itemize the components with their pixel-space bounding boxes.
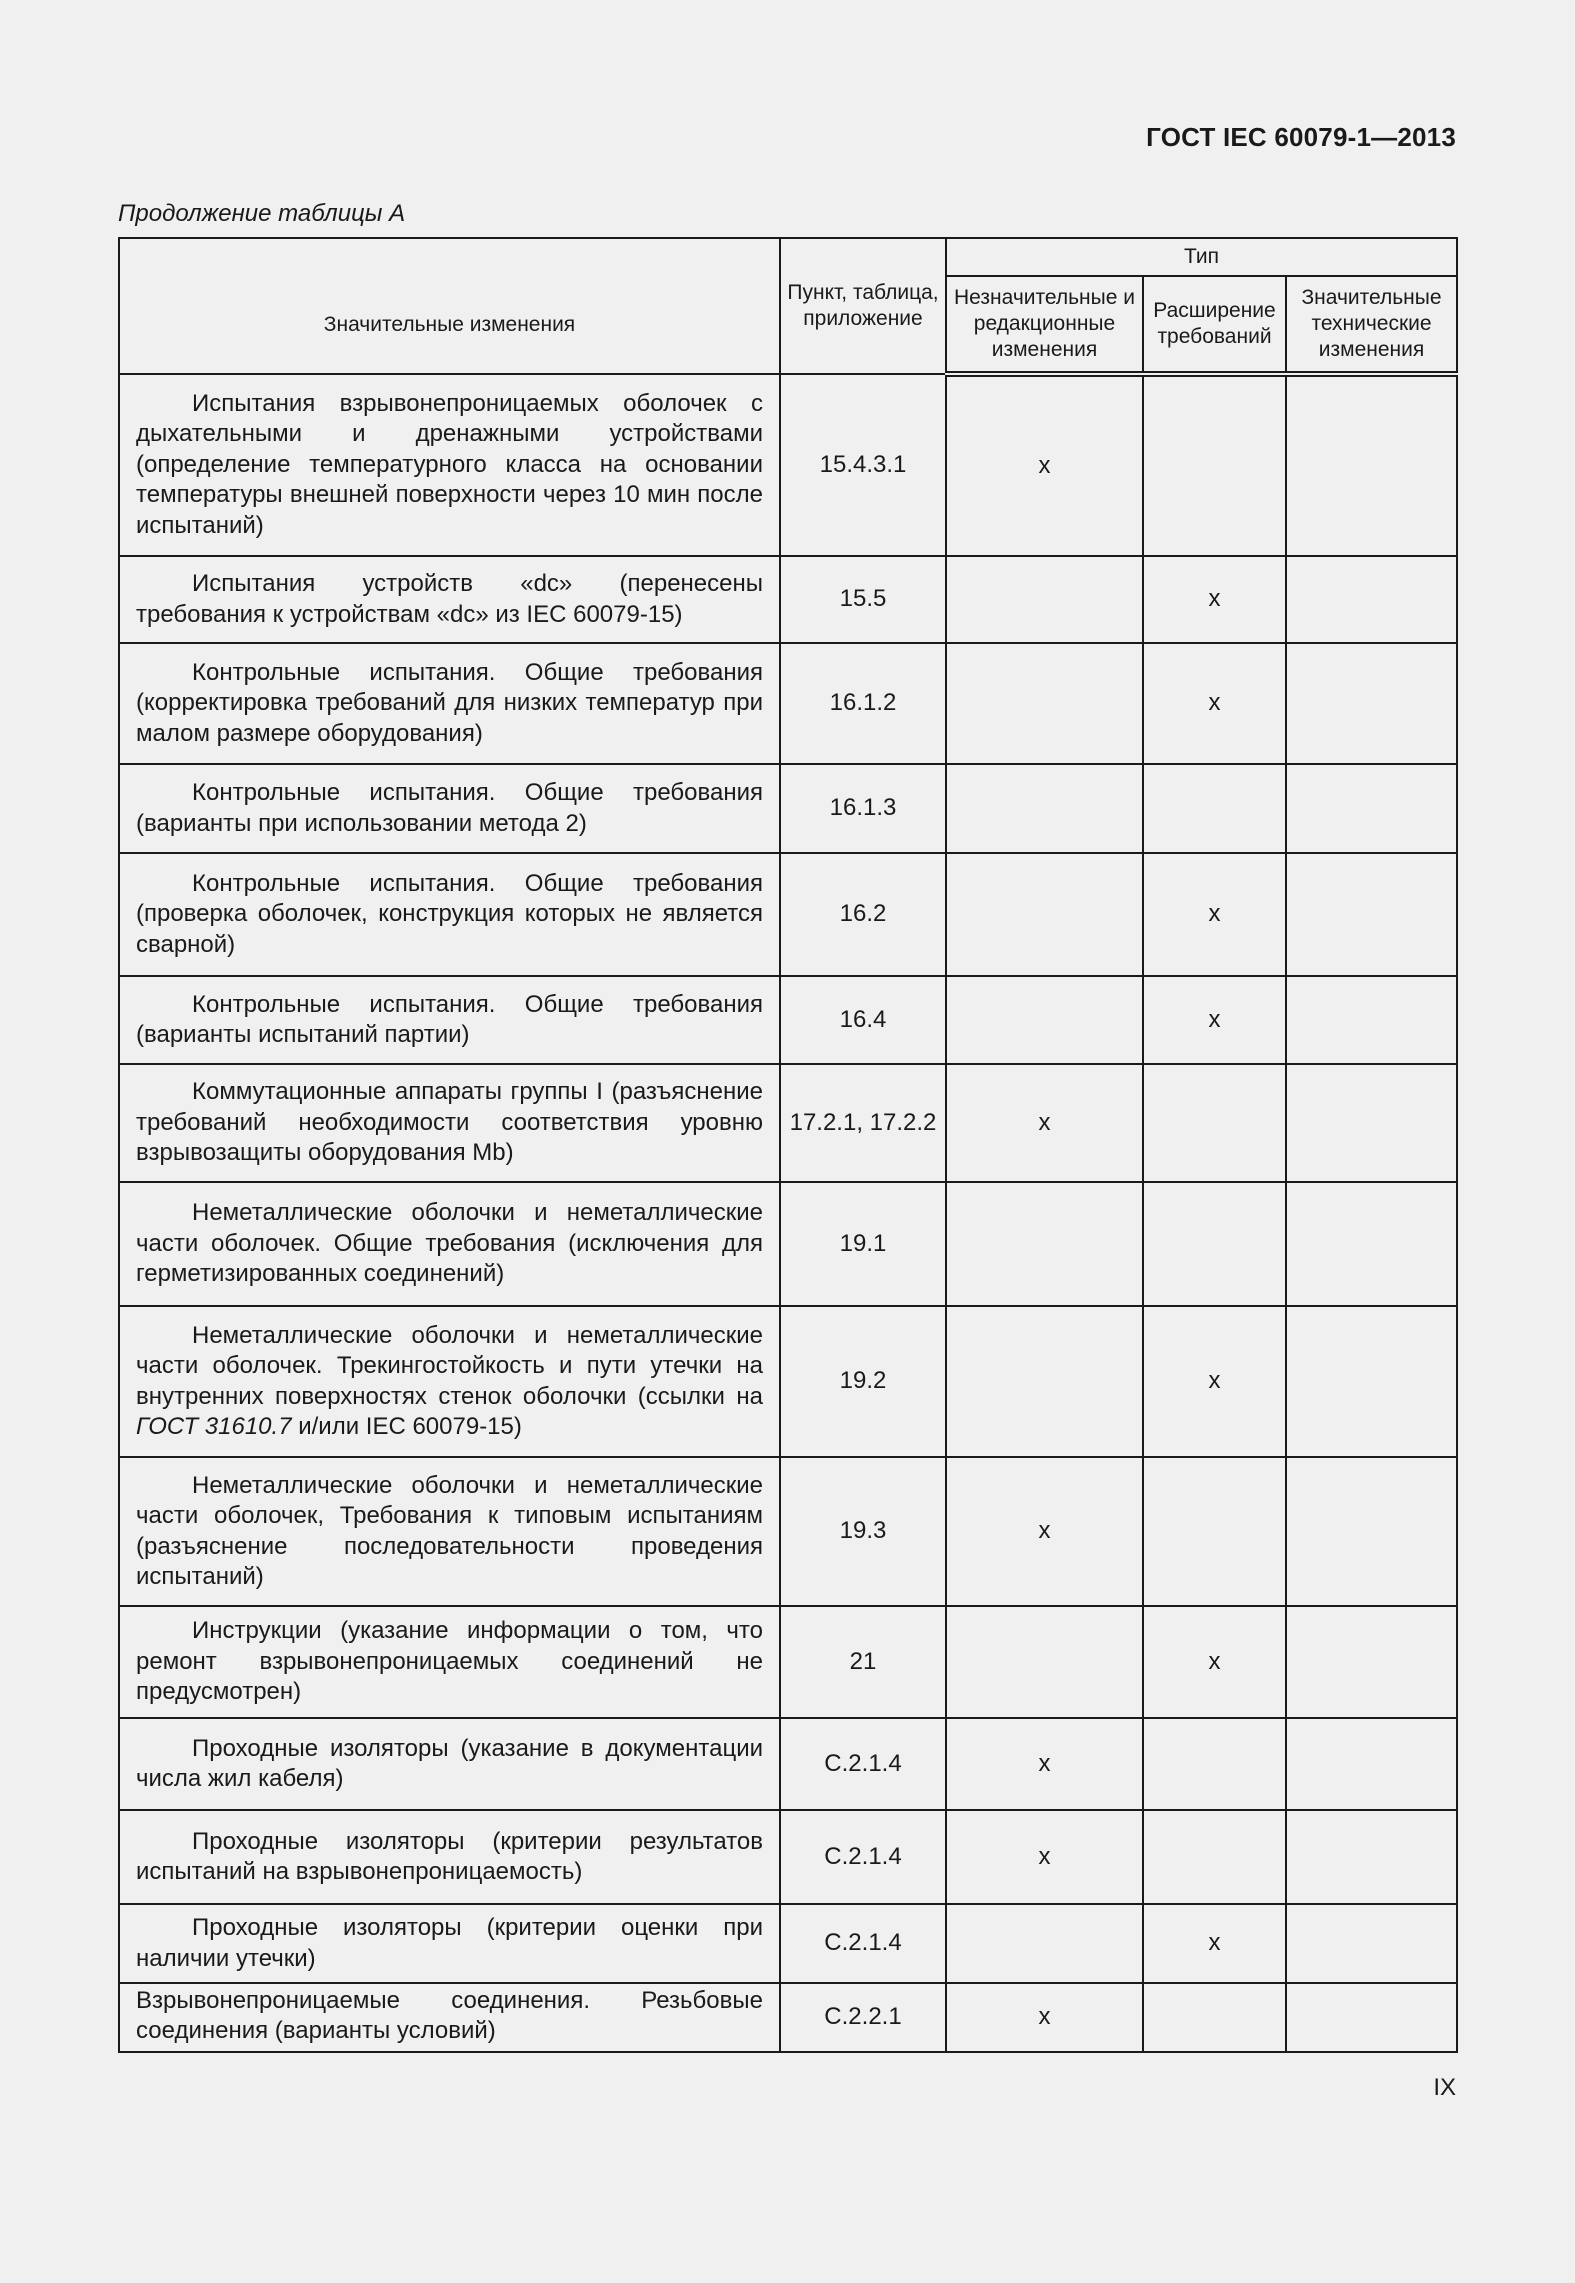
row-minor-mark xyxy=(946,764,1143,853)
row-minor-mark: x xyxy=(946,1983,1143,2052)
table-row xyxy=(119,1718,1457,1810)
row-description: Инструкции (указание информации о том, что ремонт взрывонепроницаемых соединений не предусмотрен) xyxy=(119,1606,780,1718)
row-reference: 19.2 xyxy=(780,1306,946,1457)
table-row xyxy=(119,643,1457,764)
row-description: Контрольные испытания. Общие требования (варианты испытаний партии) xyxy=(119,976,780,1064)
changes-table xyxy=(118,237,1458,2053)
row-extension-mark xyxy=(1143,374,1286,556)
row-major-mark xyxy=(1286,1182,1457,1306)
row-major-mark xyxy=(1286,1718,1457,1810)
header-major-technical-changes: Значительные технические изменения xyxy=(1286,276,1457,374)
row-reference: 16.1.2 xyxy=(780,643,946,764)
table-caption: Продолжение таблицы А xyxy=(118,200,406,227)
row-description: Контрольные испытания. Общие требования (проверка оболочек, конструкция которых не является сварной) xyxy=(119,853,780,976)
row-reference: С.2.2.1 xyxy=(780,1983,946,2052)
row-description: Проходные изоляторы (критерии результатов испытаний на взрывонепроницаемость) xyxy=(119,1810,780,1904)
row-major-mark xyxy=(1286,1904,1457,1983)
row-minor-mark: x xyxy=(946,1064,1143,1182)
row-extension-mark: x xyxy=(1143,853,1286,976)
row-minor-mark xyxy=(946,853,1143,976)
row-extension-mark xyxy=(1143,1457,1286,1606)
table-row xyxy=(119,1606,1457,1718)
row-major-mark xyxy=(1286,556,1457,643)
row-reference: 19.3 xyxy=(780,1457,946,1606)
table-row xyxy=(119,1306,1457,1457)
row-minor-mark xyxy=(946,643,1143,764)
row-description xyxy=(119,1306,780,1457)
header-minor-changes: Незначительные и редакционные изменения xyxy=(946,276,1143,374)
row-reference: 16.1.3 xyxy=(780,764,946,853)
row-reference: 16.4 xyxy=(780,976,946,1064)
row-description: Контрольные испытания. Общие требования (варианты при использовании метода 2) xyxy=(119,764,780,853)
row-reference: С.2.1.4 xyxy=(780,1810,946,1904)
row-minor-mark xyxy=(946,556,1143,643)
row-reference: 21 xyxy=(780,1606,946,1718)
row-minor-mark: x xyxy=(946,1810,1143,1904)
table-row xyxy=(119,556,1457,643)
row-reference: 17.2.1, 17.2.2 xyxy=(780,1064,946,1182)
row-minor-mark xyxy=(946,1904,1143,1983)
row-extension-mark: x xyxy=(1143,1306,1286,1457)
row-minor-mark xyxy=(946,1606,1143,1718)
row-extension-mark xyxy=(1143,1182,1286,1306)
row-description: Испытания взрывонепроницаемых оболочек с дыхательными и дренажными устройствами (определение температурного класса на основании температуры внешней поверхности через 10 мин после испытаний) xyxy=(119,374,780,556)
row-major-mark xyxy=(1286,1306,1457,1457)
row-major-mark xyxy=(1286,853,1457,976)
row-description-text-end: и/или IEC 60079-15) xyxy=(291,1412,522,1440)
row-extension-mark: x xyxy=(1143,1904,1286,1983)
row-description: Взрывонепроницаемые соединения. Резьбовые соединения (варианты условий) xyxy=(119,1983,780,2052)
row-extension-mark xyxy=(1143,1983,1286,2052)
header-extension-requirements: Расширение требований xyxy=(1143,276,1286,374)
row-description-text: Неметаллические оболочки и неметаллические части оболочек. Трекингостойкость и пути утечки на внутренних поверхностях стенок оболочки (ссылки на xyxy=(136,1321,763,1410)
gost-reference: ГОСТ 31610.7 xyxy=(136,1412,292,1440)
row-description: Проходные изоляторы (указание в документации числа жил кабеля) xyxy=(119,1718,780,1810)
row-major-mark xyxy=(1286,1983,1457,2052)
table-row xyxy=(119,853,1457,976)
row-minor-mark xyxy=(946,976,1143,1064)
row-reference: 15.5 xyxy=(780,556,946,643)
row-minor-mark: x xyxy=(946,1718,1143,1810)
row-extension-mark xyxy=(1143,1718,1286,1810)
row-description: Проходные изоляторы (критерии оценки при наличии утечки) xyxy=(119,1904,780,1983)
row-description: Неметаллические оболочки и неметаллические части оболочек, Требования к типовым испытаниям (разъяснение последовательности проведения испытаний) xyxy=(119,1457,780,1606)
table-row xyxy=(119,1810,1457,1904)
row-major-mark xyxy=(1286,643,1457,764)
row-extension-mark xyxy=(1143,1810,1286,1904)
row-description: Испытания устройств «dc» (перенесены требования к устройствам «dc» из IEC 60079-15) xyxy=(119,556,780,643)
table-row xyxy=(119,1182,1457,1306)
row-extension-mark xyxy=(1143,1064,1286,1182)
row-reference: 19.1 xyxy=(780,1182,946,1306)
table-row xyxy=(119,1064,1457,1182)
row-extension-mark: x xyxy=(1143,643,1286,764)
row-reference: С.2.1.4 xyxy=(780,1904,946,1983)
table-row xyxy=(119,1904,1457,1983)
row-minor-mark xyxy=(946,1182,1143,1306)
header-clause-reference: Пункт, таблица, приложение xyxy=(780,238,946,374)
page-number: IX xyxy=(1433,2074,1456,2101)
row-major-mark xyxy=(1286,1606,1457,1718)
row-minor-mark: x xyxy=(946,374,1143,556)
row-extension-mark: x xyxy=(1143,976,1286,1064)
table-row xyxy=(119,764,1457,853)
row-major-mark xyxy=(1286,764,1457,853)
row-minor-mark xyxy=(946,1306,1143,1457)
row-major-mark xyxy=(1286,1064,1457,1182)
row-extension-mark: x xyxy=(1143,556,1286,643)
table-row xyxy=(119,1457,1457,1606)
row-major-mark xyxy=(1286,1457,1457,1606)
row-reference: 15.4.3.1 xyxy=(780,374,946,556)
row-major-mark xyxy=(1286,976,1457,1064)
row-minor-mark: x xyxy=(946,1457,1143,1606)
row-reference: С.2.1.4 xyxy=(780,1718,946,1810)
table-row xyxy=(119,374,1457,556)
row-major-mark xyxy=(1286,1810,1457,1904)
header-significant-changes: Значительные изменения xyxy=(119,238,780,374)
row-description: Контрольные испытания. Общие требования (корректировка требований для низких температур при малом размере оборудования) xyxy=(119,643,780,764)
row-extension-mark: x xyxy=(1143,1606,1286,1718)
table-row xyxy=(119,976,1457,1064)
header-type: Тип xyxy=(946,238,1457,276)
table-row xyxy=(119,1983,1457,2052)
row-reference: 16.2 xyxy=(780,853,946,976)
row-description: Коммутационные аппараты группы I (разъяснение требований необходимости соответствия уровню взрывозащиты оборудования Mb) xyxy=(119,1064,780,1182)
row-major-mark xyxy=(1286,374,1457,556)
document-code: ГОСТ IEC 60079-1—2013 xyxy=(1146,122,1456,152)
row-description: Неметаллические оболочки и неметаллические части оболочек. Общие требования (исключения для герметизированных соединений) xyxy=(119,1182,780,1306)
row-extension-mark xyxy=(1143,764,1286,853)
